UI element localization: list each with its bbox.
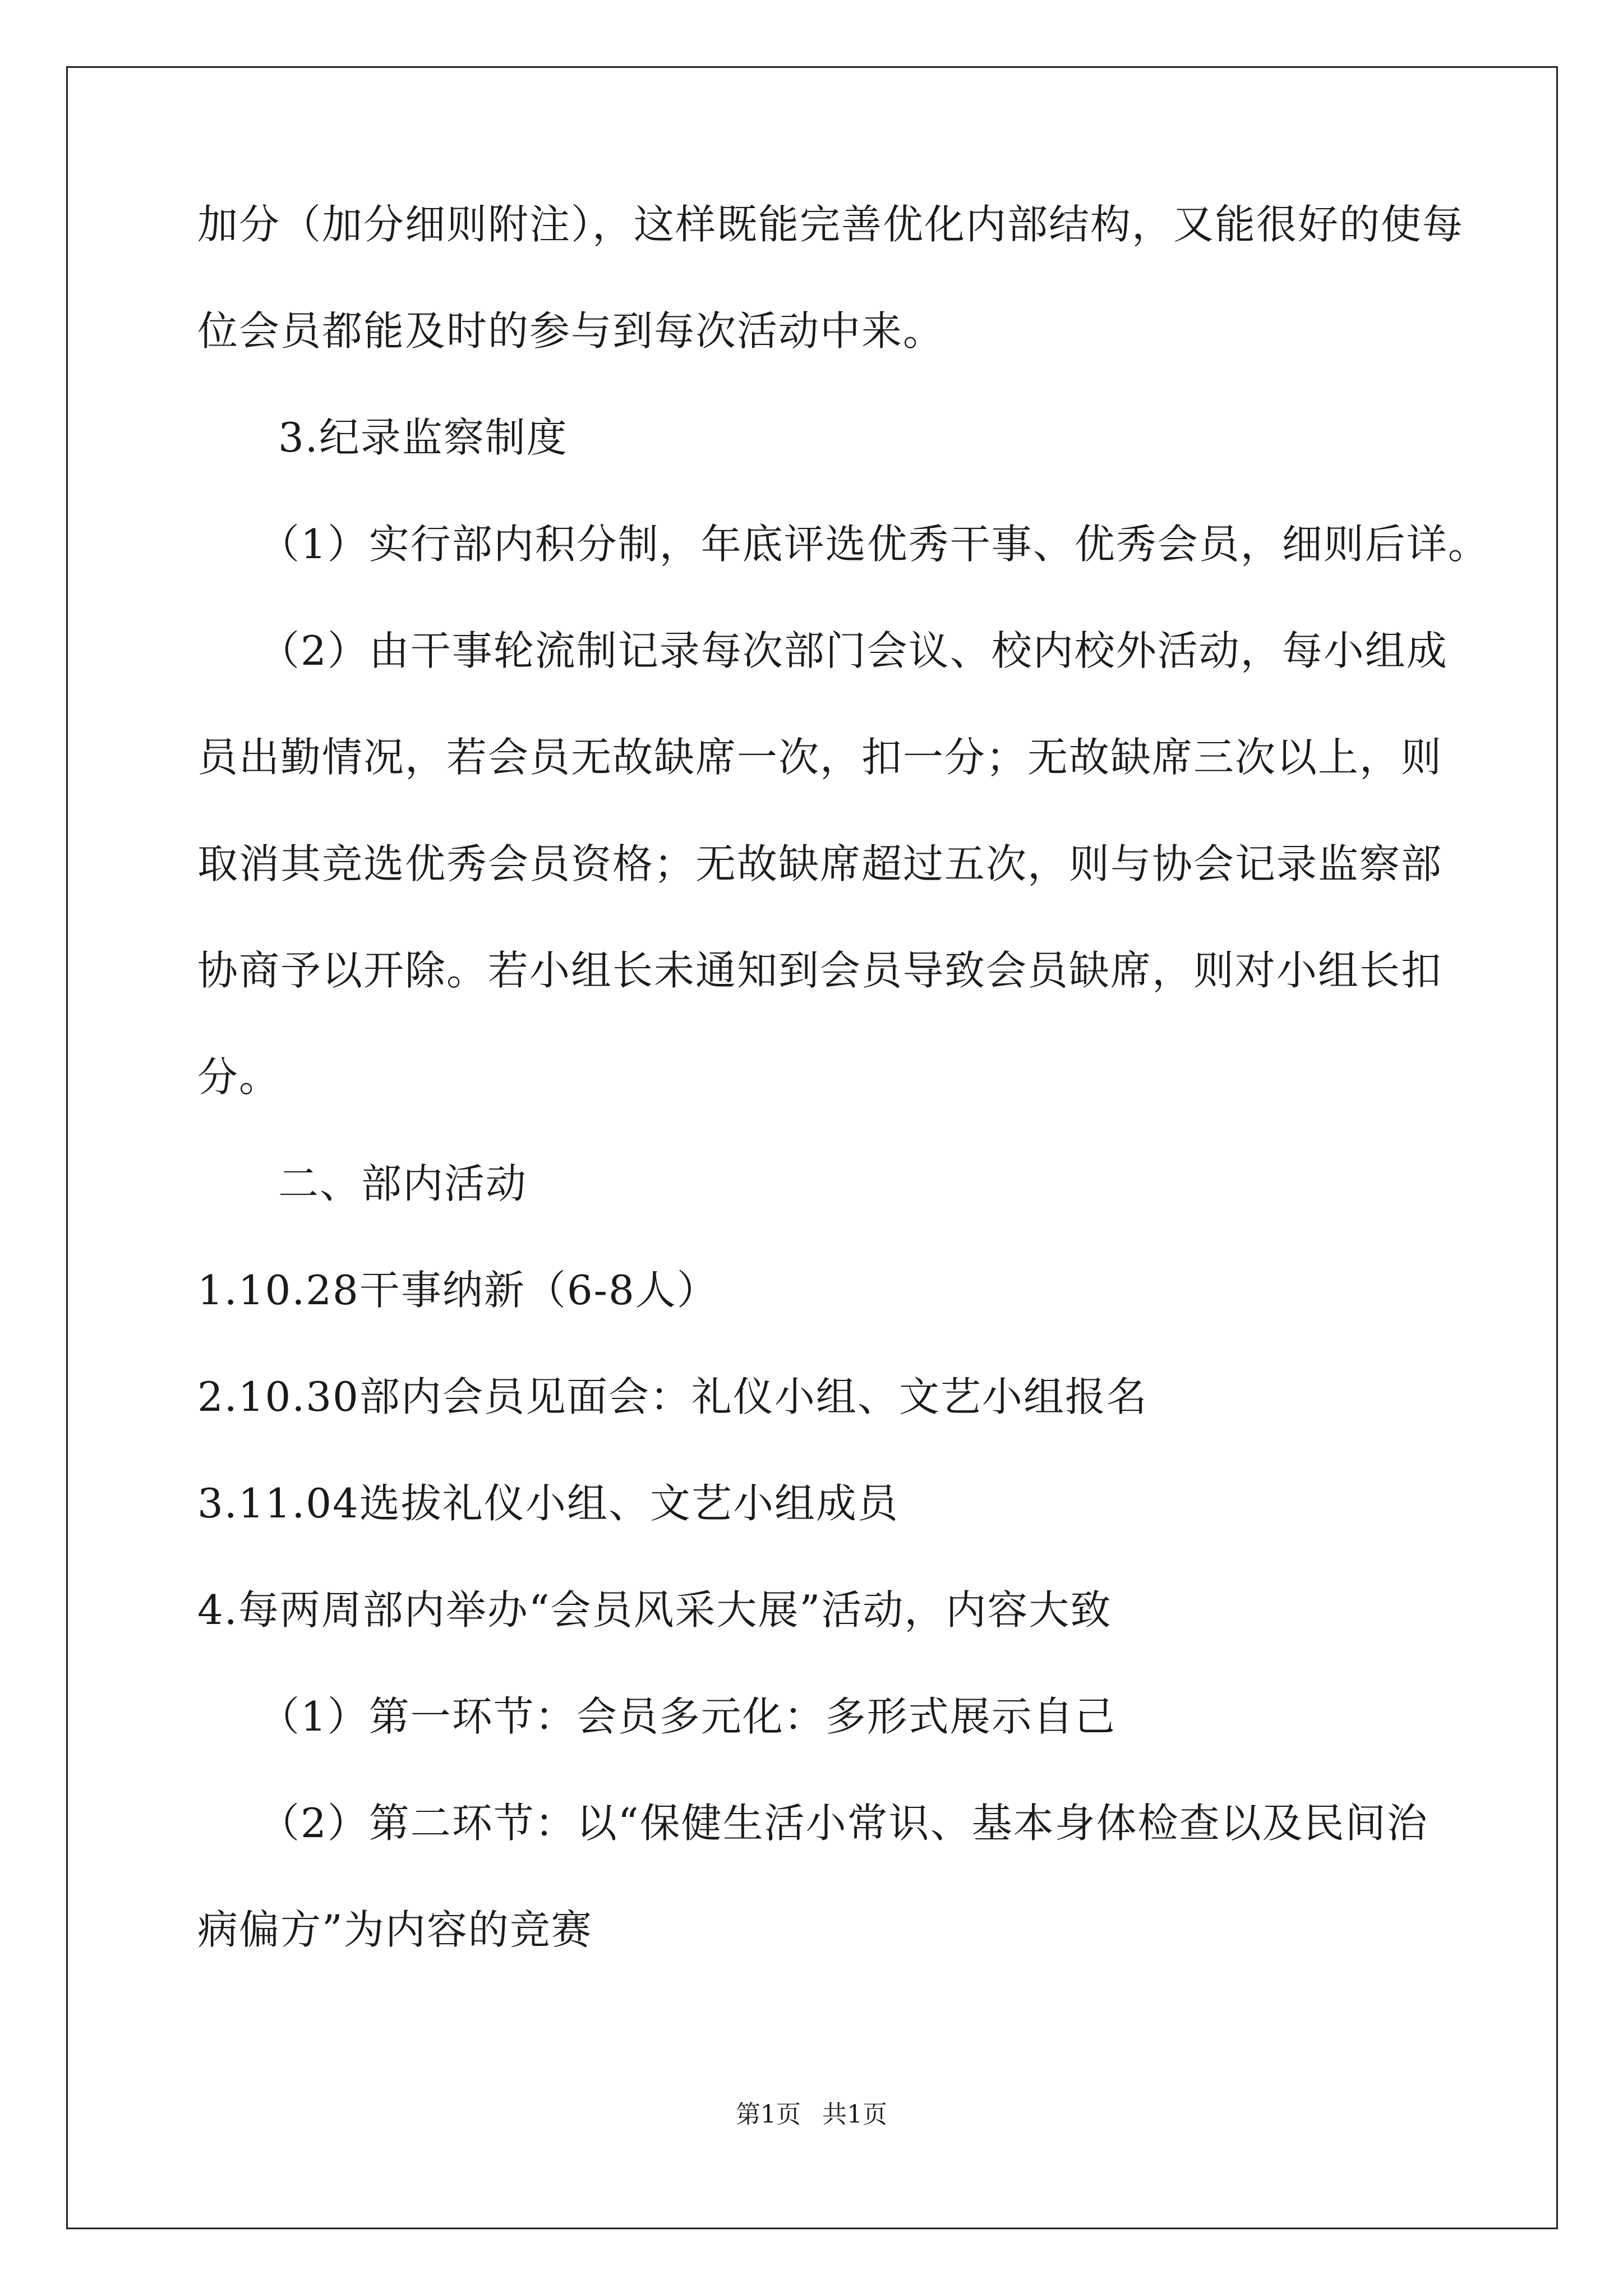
paragraph-line: 员出勤情况，若会员无故缺席一次，扣一分；无故缺席三次以上，则 (197, 734, 1443, 781)
paragraph-line: 病偏方”为内容的竞赛 (197, 1906, 593, 1953)
document-body (197, 196, 1490, 2008)
paragraph-line: 协商予以开除。若小组长未通知到会员导致会员缺席，则对小组长扣 (197, 947, 1443, 994)
page-total: 共1页 (822, 2100, 887, 2129)
list-item: 4.每两周部内举办“会员风采大展”活动，内容大致 (197, 1586, 1112, 1634)
list-item: （1）实行部内积分制，年底评选优秀干事、优秀会员，细则后详。 (259, 521, 1490, 568)
paragraph-line: 分。 (197, 1053, 281, 1101)
list-item: （2）第二环节：以“保健生活小常识、基本身体检查以及民间治 (259, 1800, 1428, 1847)
page-footer (0, 2099, 1623, 2131)
paragraph-line: 取消其竞选优秀会员资格；无故缺席超过五次，则与协会记录监察部 (197, 840, 1443, 887)
list-item: 1.10.28干事纳新（6-8人） (197, 1267, 718, 1314)
list-item: （1）第一环节：会员多元化：多形式展示自己 (259, 1693, 1116, 1740)
section-heading: 3.纪录监察制度 (278, 414, 568, 461)
list-item: 3.11.04选拔礼仪小组、文艺小组成员 (197, 1480, 899, 1527)
paragraph-line: 位会员都能及时的参与到每次活动中来。 (197, 307, 945, 355)
page-number: 第1页 (736, 2100, 801, 2129)
paragraph-line: 加分（加分细则附注），这样既能完善优化内部结构，又能很好的使每 (197, 201, 1464, 248)
section-heading: 二、部内活动 (278, 1160, 528, 1207)
list-item: 2.10.30部内会员见面会：礼仪小组、文艺小组报名 (197, 1373, 1148, 1420)
list-item: （2）由干事轮流制记录每次部门会议、校内校外活动，每小组成 (259, 627, 1448, 674)
